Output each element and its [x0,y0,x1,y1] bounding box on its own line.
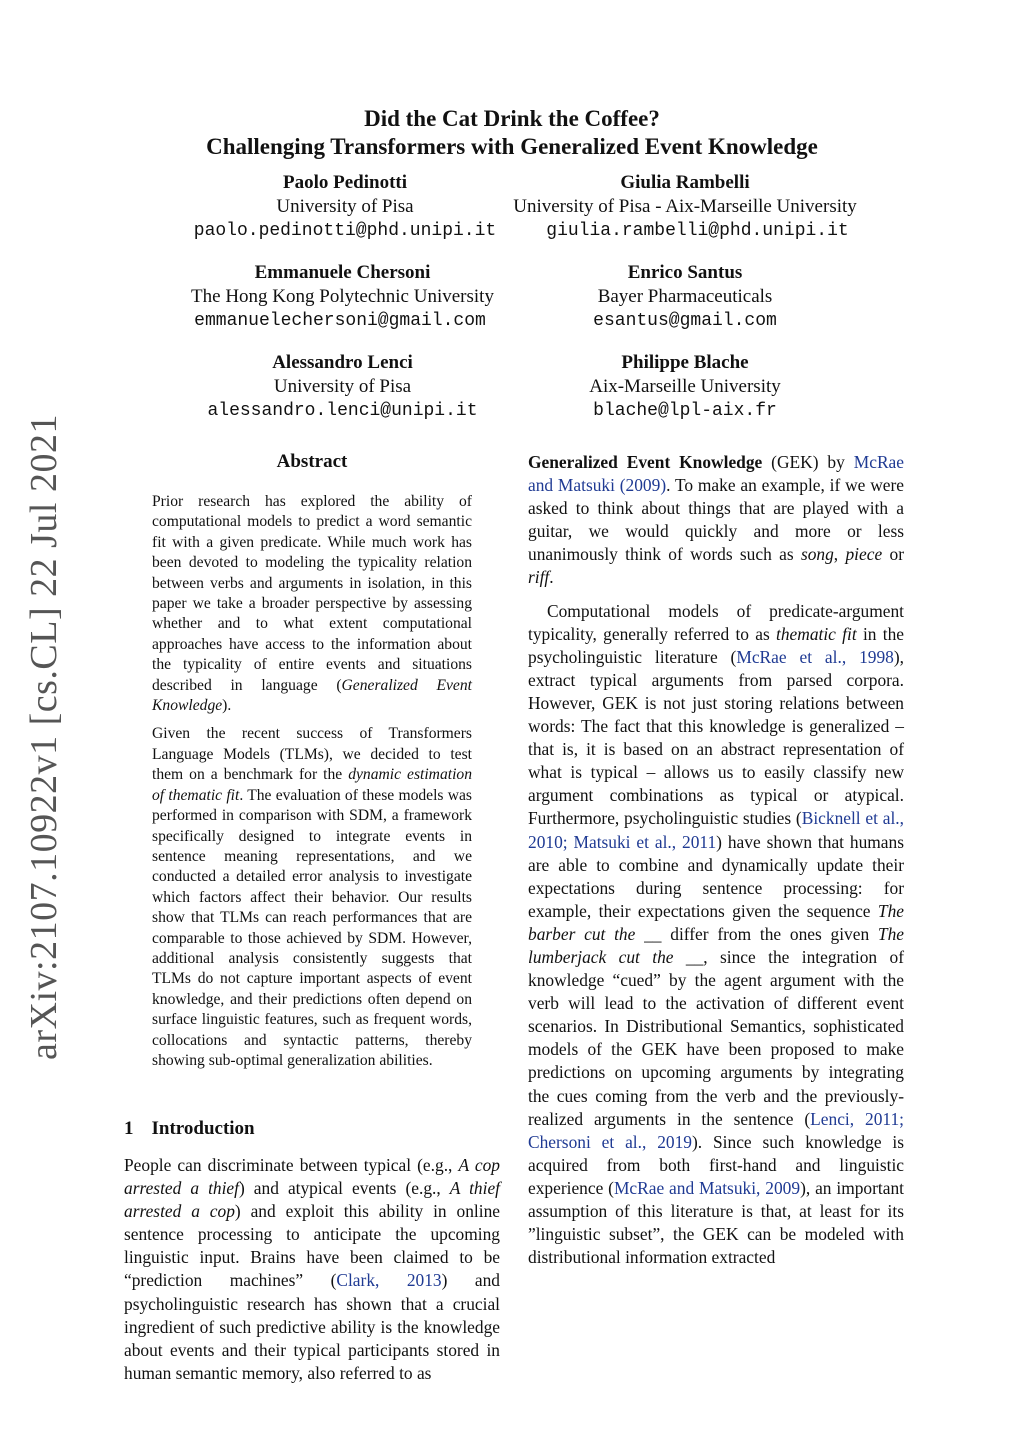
author-email: giulia.rambelli@phd.unipi.it [546,221,849,241]
author-email: esantus@gmail.com [593,311,777,331]
citation-link[interactable]: McRae et al., 1998 [736,646,894,667]
author-name: Enrico Santus [627,262,743,283]
citation-link[interactable]: Bicknell et al., 2010; Matsuki et al., 2011 [528,808,904,852]
abstract-paragraph: Given the recent success of Transformers Language Models (TLMs), we decided to test them on a benchmark for the dynamic estimation of thematic fit. The evaluation of these models was performed in comparison with SDM, a framework specifically designed to integrate events in sentence meaning representations, and we conducted a detailed error analysis to investigate which factors affect their behavior. Our results show that TLMs can reach performances that are comparable to those achieved by SDM. However, additional analysis consistently suggests that TLMs do not capture important aspects of event knowledge, and their predictions often depend on surface linguistic features, such as frequent words, collocations and syntactic patterns, thereby showing sub-optimal generalization abilities. [152,725,473,1069]
intro-paragraph: People can discriminate between typical (e.g., A cop arrested a thief) and atypical events (e.g., A thief arrested a cop) and exploit this ability in online sentence processing to anticipate the upcoming linguistic input. Brains have been claimed to be “prediction machines” (Clark, 2013) and psycholinguistic research has shown that a crucial ingredient of such predictive ability is the knowledge about events and their typical participants stored in human semantic memory, also referred to as [124,1155,501,1383]
author-name: Giulia Rambelli [620,172,750,193]
author-name: Emmanuele Chersoni [254,262,431,283]
citation-link[interactable]: McRae and Matsuki, 2009 [613,1177,801,1198]
author-affiliation: Bayer Pharmaceuticals [597,286,773,307]
abstract-body [152,492,472,1079]
author-affiliation: Aix-Marseille University [589,376,781,397]
paper-title-line2: Challenging Transformers with Generalized Event Knowledge [206,134,818,159]
author-email: emmanuelechersoni@gmail.com [194,311,486,331]
author-affiliation: The Hong Kong Polytechnic University [191,286,494,307]
intro-paragraph: Computational models of predicate-argument typicality, generally referred to as thematic fit in the psycholinguistic literature (McRae et al., 1998), extract typical arguments from parsed corpora. However, GEK is not just storing relations between words: The fact that this knowledge is generalized – that is, it is based on an abstract representation of what is typical – allows us to easily classify new argument combinations as typical or atypical. Furthermore, psycholinguistic studies (Bicknell et al., 2010; Matsuki et al., 2011) have shown that humans are able to combine and dynamically update their expectations during sentence processing: for example, their expectations given the sequence The barber cut the __ differ from the ones given The lumberjack cut the __, since the integration of knowledge “cued” by the agent argument with the verb will lead to the activation of different event scenarios. In Distributional Semantics, sophisticated models of the GEK have been proposed to make predictions on upcoming arguments by integrating the cues coming from the verb and the previously-realized arguments in the sentence (Lenci, 2011; Chersoni et al., 2019). Since such knowledge is acquired from both first-hand and linguistic experience (McRae and Matsuki, 2009), an important assumption of this literature is that, at least for its ”linguistic subset”, the GEK can be modeled with distributional information extracted [528,600,905,1268]
citation-link[interactable]: Lenci, 2011; Chersoni et al., 2019 [528,1108,904,1152]
author-email: blache@lpl-aix.fr [593,401,777,421]
author-name: Alessandro Lenci [272,352,413,373]
section-number: 1 [124,1118,134,1139]
section-title: Introduction [151,1118,255,1139]
section-heading-introduction [124,1118,255,1140]
intro-column-left [124,1154,501,1383]
author-email: paolo.pedinotti@phd.unipi.it [193,221,497,241]
author-name: Philippe Blache [621,352,749,373]
paper-title-line1: Did the Cat Drink the Coffee? [364,106,660,131]
intro-paragraph-continued: Generalized Event Knowledge (GEK) by McRae and Matsuki (2009). To make an example, if we were asked to think about things that are played with a guitar, we would quickly and more or less unanimously think of words such as song, piece or riff. [528,452,904,588]
citation-link[interactable]: McRae and Matsuki (2009) [528,452,904,496]
author-email: alessandro.lenci@unipi.it [207,401,478,421]
author-name: Paolo Pedinotti [282,172,408,193]
author-affiliation: University of Pisa [276,196,414,217]
abstract-heading: Abstract [276,451,348,472]
arxiv-identifier: arXiv:2107.10922v1 [cs.CL] 22 Jul 2021 [23,414,65,1060]
intro-column-right [528,451,904,1321]
author-affiliation: University of Pisa [273,376,412,397]
author-affiliation: University of Pisa - Aix-Marseille University [513,196,857,217]
abstract-paragraph: Prior research has explored the ability of computational models to predict a word semantic fit with a given predicate. While much work has been devoted to modeling the typicality relation between verbs and arguments in isolation, in this paper we take a broader perspective by assessing whether and to what extent computational approaches have access to the information about the typicality of entire events and situations described in language (Generalized Event Knowledge). [152,493,472,715]
citation-link[interactable]: Clark, 2013 [336,1270,442,1291]
